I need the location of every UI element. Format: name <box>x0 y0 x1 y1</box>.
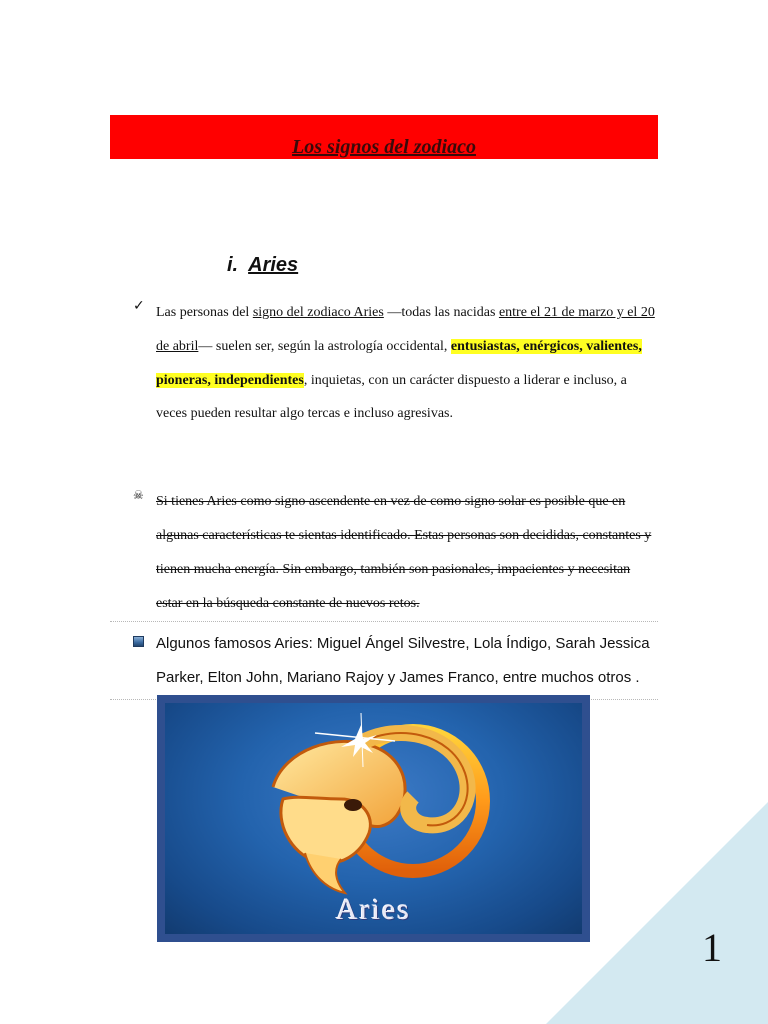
zodiac-link[interactable]: signo del zodiaco Aries <box>252 305 384 320</box>
corner-decoration <box>546 802 768 1024</box>
page-title: Los signos del zodiaco <box>292 136 476 158</box>
section-heading <box>227 252 298 278</box>
picture-icon <box>133 636 144 647</box>
section-number: i. <box>227 254 239 276</box>
skull-crossbones-icon: ☠ <box>133 488 144 502</box>
text-run: Las personas del <box>156 305 253 320</box>
paragraph-ascendant: Si tienes Aries como signo ascendente en vez de como signo solar es posible que en algunas características te sientas identificado. Estas personas son decididas, constantes y tienen mucha energía. Sin embargo, también son pasionales, impacientes y necesitan estar en la búsqueda constante de nuevos retos. <box>156 494 652 611</box>
page-number: 1 <box>702 925 722 970</box>
paragraph-aries-description <box>156 296 656 431</box>
text-run: — suelen ser, según la astrología occidental, <box>198 338 451 354</box>
text-run: —todas las nacidas <box>383 305 499 320</box>
image-caption: Aries <box>336 893 411 926</box>
title-banner <box>110 115 658 159</box>
highlighted-traits: entusiastas, enérgicos, valientes, pioneras, independientes <box>156 338 642 388</box>
dotted-divider <box>110 621 658 622</box>
paragraph-famous-aries: Algunos famosos Aries: Miguel Ángel Silvestre, Lola Índigo, Sarah Jessica Parker, Elton John, Mariano Rajoy y James Franco, entre muchos otros . <box>156 635 650 686</box>
section-title: Aries <box>248 254 299 276</box>
text-run: , inquietas, con un carácter dispuesto a liderar e incluso, a veces pueden resultar algo tercas e incluso agresivas. <box>156 372 627 422</box>
date-range-link[interactable]: entre el 21 de marzo y el 20 de abril <box>156 305 655 354</box>
checkmark-icon: ✓ <box>133 298 145 314</box>
aries-illustration <box>165 703 582 934</box>
aries-image <box>157 695 590 942</box>
